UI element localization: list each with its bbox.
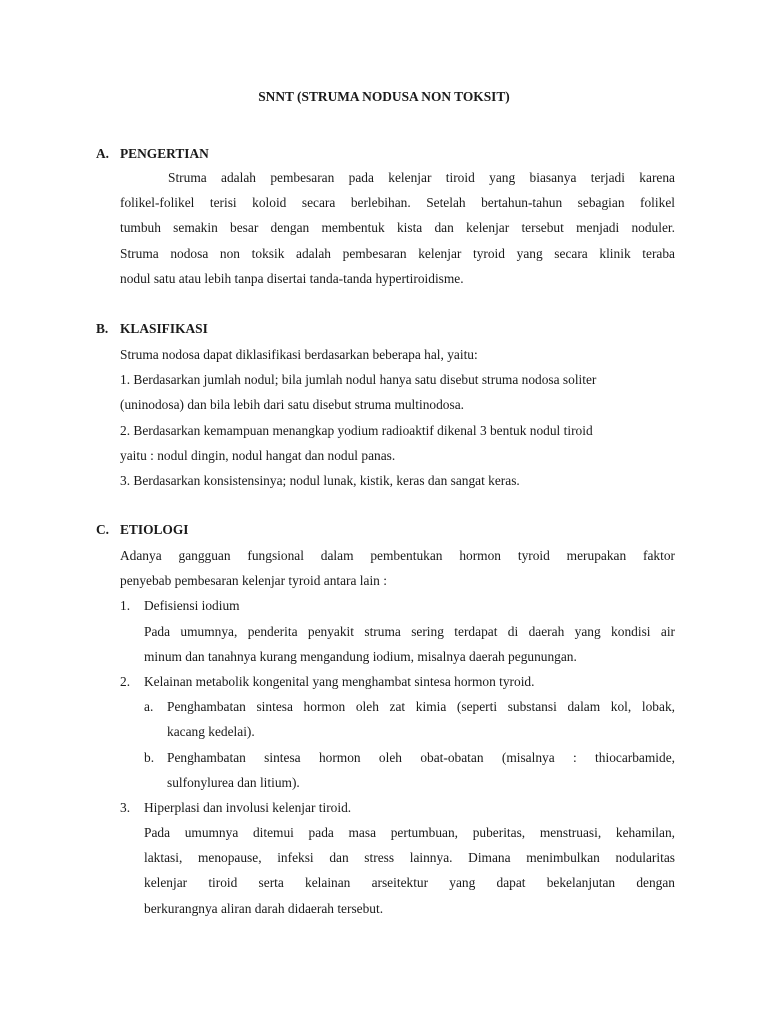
paragraph-line: folikel-folikel terisi koloid secara berlebihan. Setelah bertahun-tahun sebagian folikel <box>120 195 675 211</box>
section-c-title: ETIOLOGI <box>120 522 189 537</box>
section-b-heading <box>96 319 208 339</box>
paragraph-line: kacang kedelai). <box>167 724 255 740</box>
section-a-heading <box>96 144 209 164</box>
paragraph-line: Penghambatan sintesa hormon oleh obat-obatan (misalnya : thiocarbamide, <box>167 750 675 765</box>
list-line: 3. Berdasarkan konsistensinya; nodul lunak, kistik, keras dan sangat keras. <box>120 473 520 489</box>
item-paragraph <box>144 820 675 921</box>
item-number: 3. <box>120 800 131 815</box>
paragraph-line: laktasi, menopause, infeksi dan stress lainnya. Dimana menimbulkan nodularitas <box>144 850 675 866</box>
list-line: (uninodosa) dan bila lebih dari satu disebut struma multinodosa. <box>120 397 465 413</box>
section-a-paragraph <box>120 165 675 291</box>
paragraph-line: Pada umumnya, penderita penyakit struma sering terdapat di daerah yang kondisi air <box>144 624 675 639</box>
item-paragraph <box>144 619 675 669</box>
paragraph-line: kelenjar tiroid serta kelainan arseitektur yang dapat bekelanjutan dengan <box>144 875 675 891</box>
paragraph-line: Struma adalah pembesaran pada kelenjar tiroid yang biasanya terjadi karena <box>168 170 675 185</box>
item-number: 1. <box>120 598 131 613</box>
item-text: Kelainan metabolik kongenital yang menghambat sintesa hormon tyroid. <box>144 674 535 689</box>
section-c-heading <box>96 520 188 540</box>
item-number: 2. <box>120 674 131 689</box>
section-c-label: C. <box>96 522 110 537</box>
paragraph-line: Adanya gangguan fungsional dalam pembentukan hormon tyroid merupakan faktor <box>120 548 675 563</box>
paragraph-line: minum dan tanahnya kurang mengandung iodium, misalnya daerah pegunungan. <box>144 649 577 665</box>
section-b-title: KLASIFIKASI <box>120 321 208 336</box>
section-b-list <box>120 342 675 493</box>
paragraph-line: sulfonylurea dan litium). <box>167 775 300 791</box>
paragraph-line: Penghambatan sintesa hormon oleh zat kimia (seperti substansi dalam kol, lobak, <box>167 699 675 714</box>
list-line: 1. Berdasarkan jumlah nodul; bila jumlah nodul hanya satu disebut struma nodosa soliter <box>120 372 597 388</box>
sub-item-text <box>167 694 675 744</box>
sub-item-letter: a. <box>144 699 154 714</box>
paragraph-line: berkurangnya aliran darah didaerah tersebut. <box>144 900 384 916</box>
item-text: Hiperplasi dan involusi kelenjar tiroid. <box>144 800 352 815</box>
list-line: 2. Berdasarkan kemampuan menangkap yodium radioaktif dikenal 3 bentuk nodul tiroid <box>120 422 593 438</box>
section-b-label: B. <box>96 321 109 336</box>
list-line: yaitu : nodul dingin, nodul hangat dan nodul panas. <box>120 447 396 463</box>
paragraph-line: Pada umumnya ditemui pada masa pertumbuan, puberitas, menstruasi, kehamilan, <box>144 825 675 840</box>
paragraph-line: penyebab pembesaran kelenjar tyroid antara lain : <box>120 573 387 589</box>
paragraph-line: Struma nodosa non toksik adalah pembesaran kelenjar tyroid yang secara klinik teraba <box>120 245 675 261</box>
sub-item-text <box>167 745 675 795</box>
list-line: Struma nodosa dapat diklasifikasi berdasarkan beberapa hal, yaitu: <box>120 347 478 362</box>
section-c-intro <box>120 543 675 593</box>
document-title: SNNT (STRUMA NODUSA NON TOKSIT) <box>258 89 510 104</box>
paragraph-line: tumbuh semakin besar dengan membentuk kista dan kelenjar tersebut menjadi noduler. <box>120 220 675 236</box>
section-a-label: A. <box>96 146 110 161</box>
section-a-title: PENGERTIAN <box>120 146 209 161</box>
sub-item-letter: b. <box>144 750 155 765</box>
paragraph-line: nodul satu atau lebih tanpa disertai tanda-tanda hypertiroidisme. <box>120 270 464 286</box>
item-text: Defisiensi iodium <box>144 598 240 613</box>
